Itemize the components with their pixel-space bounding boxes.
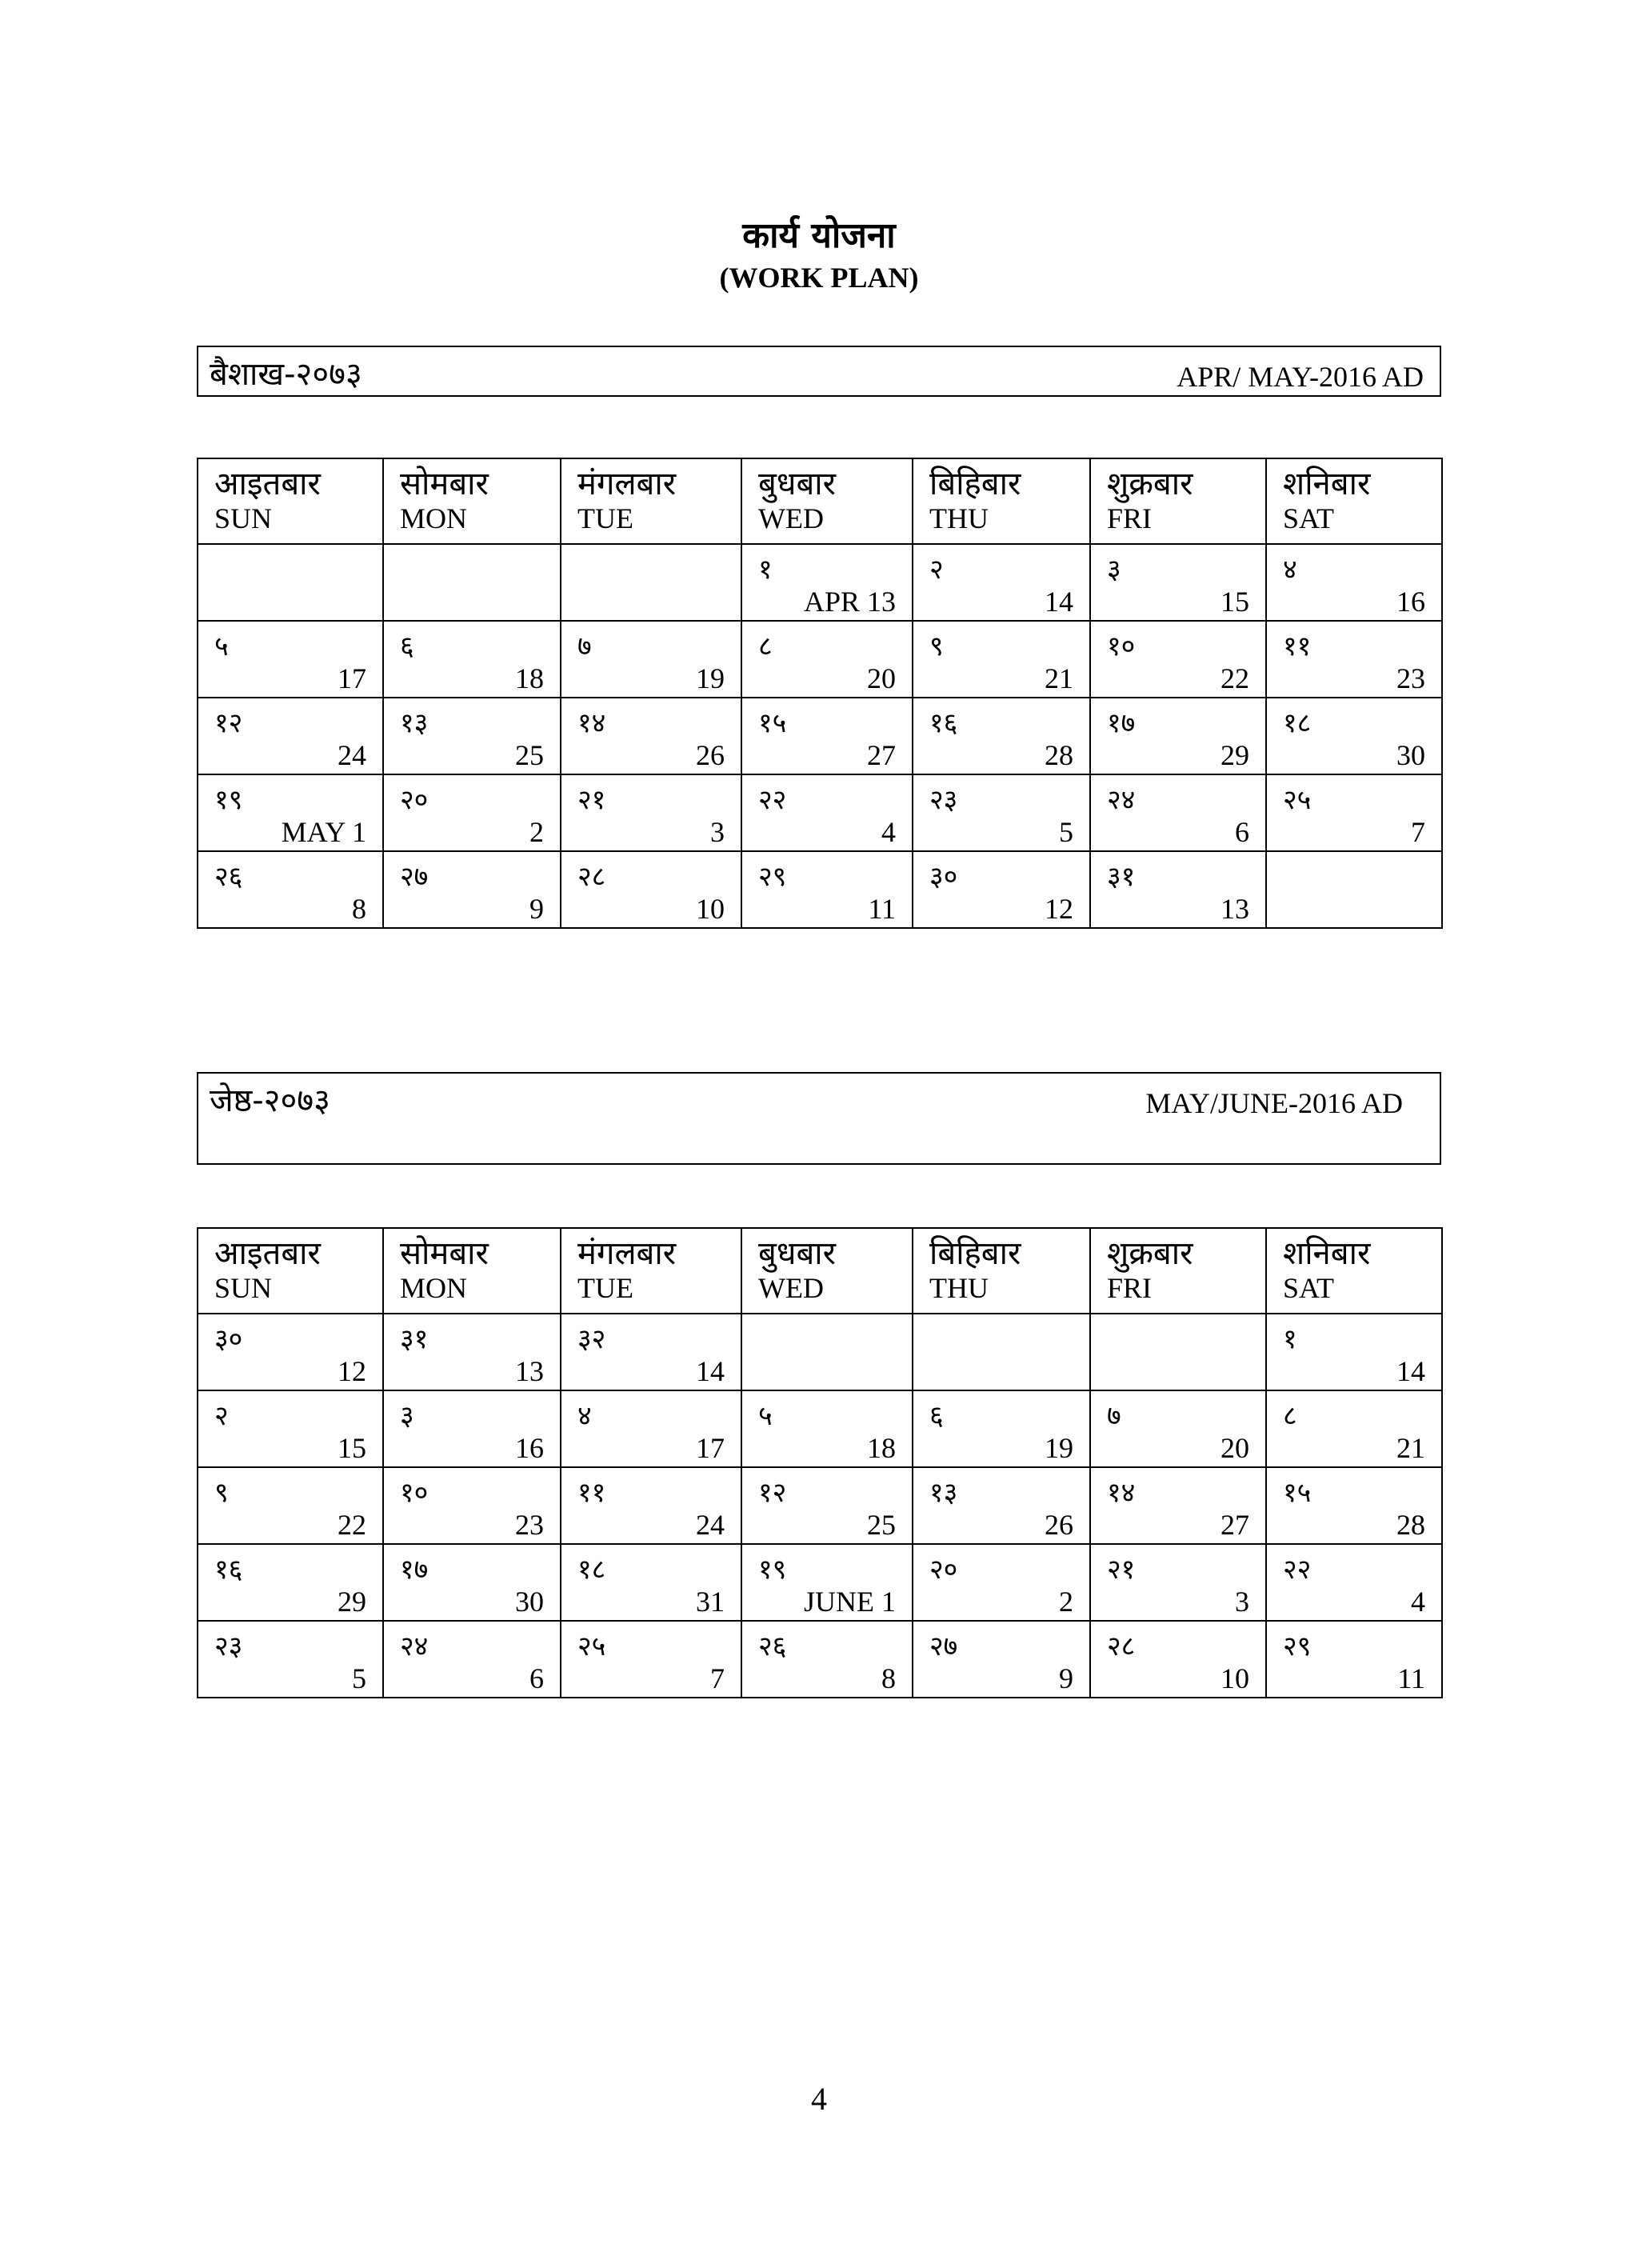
gregorian-date: 23 — [515, 1509, 544, 1541]
calendar-day-cell — [1266, 1314, 1442, 1390]
nepali-date: १७ — [1107, 707, 1136, 739]
nepali-date: २७ — [929, 1630, 958, 1662]
gregorian-date: 4 — [881, 816, 896, 848]
weekday-nepali: शुक्रबार — [1107, 1235, 1193, 1272]
calendar-day-cell — [198, 1467, 383, 1544]
calendar-day-cell — [383, 1621, 561, 1698]
gregorian-date: 5 — [1059, 816, 1073, 848]
calendar-day-cell — [1266, 774, 1442, 851]
calendar-day-cell — [913, 698, 1090, 774]
weekday-header-wed — [741, 458, 913, 544]
calendar-day-cell — [198, 1314, 383, 1390]
nepali-date: १ — [1283, 1323, 1297, 1355]
calendar-week-row — [198, 1621, 1442, 1698]
gregorian-date: 25 — [515, 739, 544, 771]
gregorian-date: 9 — [529, 893, 544, 925]
nepali-date: ३० — [929, 861, 958, 893]
weekday-header-mon — [383, 458, 561, 544]
calendar-day-cell — [1266, 851, 1442, 928]
nepali-date: २३ — [214, 1630, 243, 1662]
gregorian-date: MAY 1 — [281, 816, 366, 848]
gregorian-date: 4 — [1411, 1586, 1425, 1618]
weekday-english: SAT — [1283, 502, 1335, 534]
weekday-header-sun — [198, 458, 383, 544]
gregorian-date: 14 — [696, 1355, 725, 1387]
calendar-day-cell — [383, 1544, 561, 1621]
gregorian-date: 29 — [338, 1586, 366, 1618]
nepali-date: १६ — [214, 1554, 243, 1586]
calendar-day-cell — [1266, 1467, 1442, 1544]
gregorian-date: 20 — [867, 662, 896, 694]
calendar-week-row — [198, 698, 1442, 774]
calendar-day-cell — [1266, 544, 1442, 621]
gregorian-date: 22 — [338, 1509, 366, 1541]
calendar-day-cell — [561, 1544, 741, 1621]
calendar-jestha — [197, 1227, 1443, 1698]
calendar-day-cell — [198, 1621, 383, 1698]
nepali-date: १८ — [1283, 707, 1312, 739]
weekday-nepali: शनिबार — [1283, 1235, 1371, 1272]
weekday-nepali: बुधबार — [758, 1235, 836, 1272]
gregorian-date: 11 — [1397, 1662, 1425, 1694]
nepali-date: ६ — [929, 1400, 944, 1432]
nepali-date: ११ — [1283, 630, 1312, 662]
gregorian-date: 24 — [696, 1509, 725, 1541]
calendar-day-cell — [913, 1621, 1090, 1698]
nepali-date: १ — [758, 554, 773, 586]
calendar-day-cell — [561, 1314, 741, 1390]
nepali-date: २७ — [400, 861, 429, 893]
calendar-day-cell — [741, 1621, 913, 1698]
calendar-day-cell — [913, 851, 1090, 928]
gregorian-date: 29 — [1221, 739, 1249, 771]
calendar-day-cell — [1266, 1390, 1442, 1467]
nepali-date: १३ — [929, 1477, 958, 1509]
weekday-nepali: बिहिबार — [929, 1235, 1021, 1272]
nepali-date: ३ — [1107, 554, 1121, 586]
nepali-date: २१ — [577, 784, 606, 816]
gregorian-date: 28 — [1045, 739, 1073, 771]
calendar-day-cell — [741, 1467, 913, 1544]
gregorian-date: 13 — [1221, 893, 1249, 925]
weekday-nepali: शुक्रबार — [1107, 466, 1193, 502]
nepali-date: १० — [400, 1477, 429, 1509]
nepali-date: २८ — [577, 861, 606, 893]
month-name-nepali: जेष्ठ-२०७३ — [210, 1082, 330, 1119]
nepali-date: ३२ — [577, 1323, 606, 1355]
nepali-date: २४ — [400, 1630, 429, 1662]
nepali-date: ८ — [1283, 1400, 1297, 1432]
nepali-date: २४ — [1107, 784, 1136, 816]
gregorian-date: 30 — [1396, 739, 1425, 771]
calendar-week-row — [198, 774, 1442, 851]
nepali-date: २० — [400, 784, 429, 816]
gregorian-date: 14 — [1396, 1355, 1425, 1387]
weekday-english: THU — [929, 502, 989, 534]
calendar-day-cell — [741, 621, 913, 698]
nepali-date: ७ — [577, 630, 592, 662]
gregorian-date: 27 — [1221, 1509, 1249, 1541]
calendar-day-cell — [1090, 851, 1266, 928]
gregorian-date: 26 — [1045, 1509, 1073, 1541]
calendar-day-cell — [561, 1467, 741, 1544]
calendar-day-cell — [561, 544, 741, 621]
calendar-day-cell — [561, 621, 741, 698]
gregorian-date: 6 — [529, 1662, 544, 1694]
nepali-date: १२ — [214, 707, 243, 739]
calendar-day-cell — [1266, 698, 1442, 774]
calendar-week-row — [198, 1467, 1442, 1544]
gregorian-date: 3 — [1235, 1586, 1249, 1618]
calendar-week-row — [198, 1314, 1442, 1390]
weekday-english: SUN — [214, 502, 273, 534]
nepali-date: १४ — [577, 707, 606, 739]
calendar-day-cell — [198, 544, 383, 621]
gregorian-date: 17 — [696, 1432, 725, 1464]
weekday-header-tue — [561, 458, 741, 544]
nepali-date: ५ — [758, 1400, 773, 1432]
weekday-header-mon — [383, 1228, 561, 1314]
calendar-day-cell — [913, 544, 1090, 621]
calendar-day-cell — [913, 1544, 1090, 1621]
weekday-english: FRI — [1107, 502, 1153, 534]
calendar-week-row — [198, 1390, 1442, 1467]
gregorian-date: APR 13 — [803, 586, 896, 618]
nepali-date: ७ — [1107, 1400, 1121, 1432]
nepali-date: २० — [929, 1554, 958, 1586]
nepali-date: ४ — [1283, 554, 1297, 586]
gregorian-date: 19 — [696, 662, 725, 694]
calendar-day-cell — [561, 1390, 741, 1467]
calendar-week-row — [198, 621, 1442, 698]
weekday-english: SAT — [1283, 1272, 1335, 1304]
gregorian-date: 30 — [515, 1586, 544, 1618]
nepali-date: १५ — [758, 707, 787, 739]
calendar-day-cell — [741, 774, 913, 851]
weekday-header-row — [198, 1228, 1442, 1314]
calendar-day-cell — [561, 851, 741, 928]
nepali-date: ३ — [400, 1400, 414, 1432]
gregorian-date: 8 — [881, 1662, 896, 1694]
page-title-english: (WORK PLAN) — [719, 262, 919, 294]
nepali-date: १९ — [214, 784, 243, 816]
gregorian-date: 18 — [867, 1432, 896, 1464]
gregorian-date: 20 — [1221, 1432, 1249, 1464]
nepali-date: २६ — [214, 861, 243, 893]
weekday-nepali: मंगलबार — [577, 466, 677, 502]
nepali-date: ३१ — [1107, 861, 1136, 893]
nepali-date: ६ — [400, 630, 414, 662]
calendar-day-cell — [561, 698, 741, 774]
nepali-date: २९ — [758, 861, 787, 893]
calendar-day-cell — [383, 1314, 561, 1390]
nepali-date: १८ — [577, 1554, 606, 1586]
calendar-day-cell — [198, 1544, 383, 1621]
month-header-jestha — [197, 1072, 1441, 1165]
gregorian-date: 5 — [352, 1662, 366, 1694]
weekday-nepali: मंगलबार — [577, 1235, 677, 1272]
calendar-day-cell — [741, 851, 913, 928]
nepali-date: ९ — [214, 1477, 229, 1509]
nepali-date: १५ — [1283, 1477, 1312, 1509]
nepali-date: ५ — [214, 630, 229, 662]
calendar-day-cell — [383, 1467, 561, 1544]
month-header-baishakh — [197, 346, 1441, 397]
calendar-day-cell — [198, 851, 383, 928]
calendar-day-cell — [1090, 1314, 1266, 1390]
calendar-day-cell — [1090, 1390, 1266, 1467]
nepali-date: १४ — [1107, 1477, 1136, 1509]
calendar-day-cell — [1090, 774, 1266, 851]
gregorian-date: 27 — [867, 739, 896, 771]
month-name-english: MAY/JUNE-2016 AD — [1145, 1087, 1403, 1119]
gregorian-date: 31 — [696, 1586, 725, 1618]
calendar-day-cell — [1266, 1621, 1442, 1698]
weekday-english: WED — [758, 1272, 824, 1304]
nepali-date: ३१ — [400, 1323, 429, 1355]
weekday-english: MON — [400, 502, 468, 534]
calendar-week-row — [198, 544, 1442, 621]
calendar-day-cell — [913, 1390, 1090, 1467]
nepali-date: १६ — [929, 707, 958, 739]
gregorian-date: 10 — [696, 893, 725, 925]
weekday-header-row — [198, 458, 1442, 544]
calendar-day-cell — [1090, 621, 1266, 698]
calendar-day-cell — [561, 774, 741, 851]
weekday-english: FRI — [1107, 1272, 1153, 1304]
weekday-header-tue — [561, 1228, 741, 1314]
nepali-date: ८ — [758, 630, 773, 662]
calendar-day-cell — [198, 774, 383, 851]
calendar-day-cell — [383, 698, 561, 774]
weekday-nepali: शनिबार — [1283, 466, 1371, 502]
calendar-day-cell — [1090, 1621, 1266, 1698]
calendar-day-cell — [913, 621, 1090, 698]
weekday-english: TUE — [577, 502, 633, 534]
weekday-header-thu — [913, 458, 1090, 544]
calendar-day-cell — [1266, 621, 1442, 698]
calendar-day-cell — [741, 1544, 913, 1621]
gregorian-date: 14 — [1045, 586, 1073, 618]
calendar-day-cell — [741, 544, 913, 621]
calendar-day-cell — [198, 1390, 383, 1467]
calendar-day-cell — [383, 774, 561, 851]
month-name-english: APR/ MAY-2016 AD — [1177, 361, 1424, 393]
gregorian-date: 9 — [1059, 1662, 1073, 1694]
gregorian-date: 12 — [338, 1355, 366, 1387]
weekday-header-sat — [1266, 458, 1442, 544]
weekday-english: THU — [929, 1272, 989, 1304]
nepali-date: १७ — [400, 1554, 429, 1586]
weekday-header-fri — [1090, 1228, 1266, 1314]
nepali-date: १० — [1107, 630, 1136, 662]
gregorian-date: 15 — [338, 1432, 366, 1464]
nepali-date: १९ — [758, 1554, 787, 1586]
calendar-day-cell — [1266, 1544, 1442, 1621]
gregorian-date: 11 — [868, 893, 896, 925]
weekday-english: TUE — [577, 1272, 633, 1304]
gregorian-date: 6 — [1235, 816, 1249, 848]
nepali-date: ९ — [929, 630, 944, 662]
calendar-day-cell — [383, 851, 561, 928]
calendar-week-row — [198, 1544, 1442, 1621]
calendar-day-cell — [913, 1467, 1090, 1544]
weekday-nepali: सोमबार — [400, 466, 489, 502]
weekday-nepali: सोमबार — [400, 1235, 489, 1272]
weekday-english: SUN — [214, 1272, 273, 1304]
month-name-nepali: बैशाख-२०७३ — [210, 356, 362, 393]
calendar-day-cell — [1090, 1467, 1266, 1544]
gregorian-date: 21 — [1396, 1432, 1425, 1464]
nepali-date: २१ — [1107, 1554, 1136, 1586]
nepali-date: २ — [929, 554, 944, 586]
gregorian-date: 22 — [1221, 662, 1249, 694]
page-title-nepali: कार्य योजना — [742, 215, 896, 256]
nepali-date: २ — [214, 1400, 229, 1432]
calendar-day-cell — [741, 698, 913, 774]
nepali-date: २६ — [758, 1630, 787, 1662]
gregorian-date: 17 — [338, 662, 366, 694]
nepali-date: २५ — [577, 1630, 606, 1662]
weekday-nepali: आइतबार — [214, 1235, 321, 1272]
nepali-date: २९ — [1283, 1630, 1312, 1662]
weekday-header-sun — [198, 1228, 383, 1314]
calendar-day-cell — [1090, 544, 1266, 621]
nepali-date: २५ — [1283, 784, 1312, 816]
calendar-day-cell — [741, 1314, 913, 1390]
nepali-date: १३ — [400, 707, 429, 739]
gregorian-date: 19 — [1045, 1432, 1073, 1464]
gregorian-date: 8 — [352, 893, 366, 925]
nepali-date: ४ — [577, 1400, 592, 1432]
calendar-baishakh — [197, 458, 1443, 929]
nepali-date: २२ — [758, 784, 787, 816]
calendar-day-cell — [198, 621, 383, 698]
weekday-header-fri — [1090, 458, 1266, 544]
nepali-date: २२ — [1283, 1554, 1312, 1586]
calendar-week-row — [198, 851, 1442, 928]
gregorian-date: 23 — [1396, 662, 1425, 694]
calendar-day-cell — [383, 544, 561, 621]
gregorian-date: JUNE 1 — [804, 1586, 896, 1618]
gregorian-date: 28 — [1396, 1509, 1425, 1541]
calendar-day-cell — [198, 698, 383, 774]
calendar-day-cell — [383, 1390, 561, 1467]
calendar-day-cell — [561, 1621, 741, 1698]
weekday-header-thu — [913, 1228, 1090, 1314]
weekday-nepali: आइतबार — [214, 466, 321, 502]
gregorian-date: 18 — [515, 662, 544, 694]
gregorian-date: 26 — [696, 739, 725, 771]
calendar-day-cell — [1090, 1544, 1266, 1621]
nepali-date: २३ — [929, 784, 958, 816]
weekday-header-sat — [1266, 1228, 1442, 1314]
gregorian-date: 3 — [710, 816, 725, 848]
gregorian-date: 21 — [1045, 662, 1073, 694]
weekday-english: MON — [400, 1272, 468, 1304]
nepali-date: १२ — [758, 1477, 787, 1509]
calendar-day-cell — [913, 774, 1090, 851]
weekday-nepali: बुधबार — [758, 466, 836, 502]
calendar-day-cell — [913, 1314, 1090, 1390]
gregorian-date: 15 — [1221, 586, 1249, 618]
gregorian-date: 16 — [1396, 586, 1425, 618]
gregorian-date: 25 — [867, 1509, 896, 1541]
nepali-date: ११ — [577, 1477, 606, 1509]
gregorian-date: 7 — [1411, 816, 1425, 848]
weekday-header-wed — [741, 1228, 913, 1314]
calendar-day-cell — [741, 1390, 913, 1467]
gregorian-date: 10 — [1221, 1662, 1249, 1694]
weekday-nepali: बिहिबार — [929, 466, 1021, 502]
gregorian-date: 2 — [529, 816, 544, 848]
calendar-day-cell — [1090, 698, 1266, 774]
gregorian-date: 24 — [338, 739, 366, 771]
gregorian-date: 12 — [1045, 893, 1073, 925]
nepali-date: ३० — [214, 1323, 243, 1355]
weekday-english: WED — [758, 502, 824, 534]
calendar-day-cell — [383, 621, 561, 698]
gregorian-date: 7 — [710, 1662, 725, 1694]
nepali-date: २८ — [1107, 1630, 1136, 1662]
gregorian-date: 2 — [1059, 1586, 1073, 1618]
gregorian-date: 13 — [515, 1355, 544, 1387]
page-number: 4 — [811, 2081, 827, 2117]
gregorian-date: 16 — [515, 1432, 544, 1464]
